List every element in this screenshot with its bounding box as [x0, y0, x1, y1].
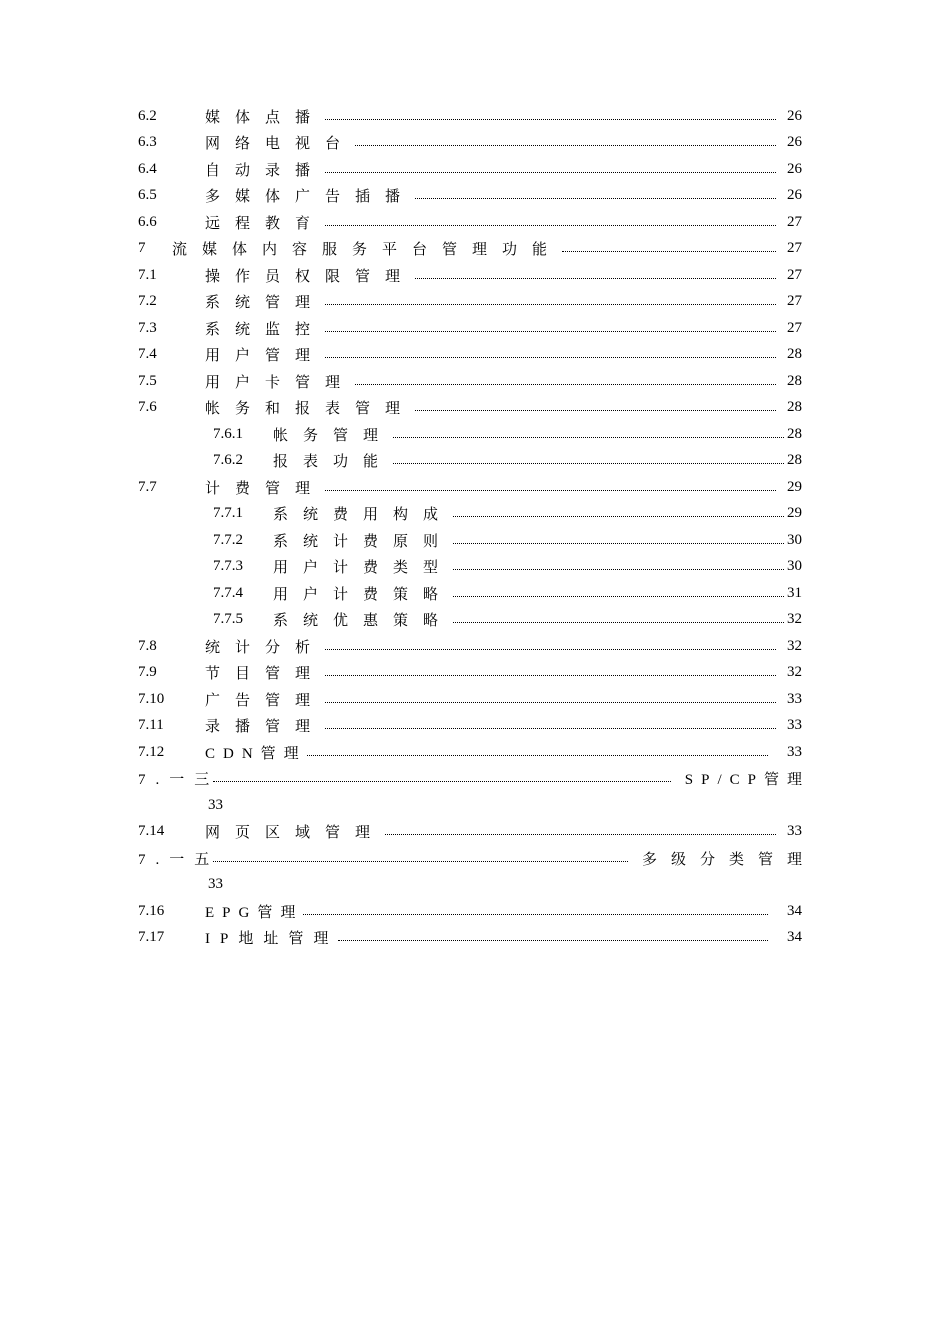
toc-entry[interactable] — [138, 527, 802, 554]
dot-leader — [415, 184, 776, 199]
entry-page: 27 — [787, 266, 802, 283]
toc-entry[interactable] — [138, 289, 802, 316]
toc-entry[interactable] — [138, 315, 802, 342]
dot-leader — [355, 370, 776, 385]
toc-entry[interactable] — [138, 554, 802, 581]
dot-leader — [355, 131, 776, 146]
toc-entry-continuation — [138, 872, 802, 899]
toc-entry[interactable] — [138, 660, 802, 687]
entry-number: 7 — [138, 240, 146, 257]
entry-title: SP/CP管理 — [684, 772, 810, 789]
entry-title: 网页区域管理 — [205, 825, 386, 842]
entry-number: 7.7.5 — [213, 611, 243, 628]
dot-leader — [325, 635, 776, 650]
entry-page: 32 — [787, 637, 802, 654]
entry-title: 用户卡管理 — [205, 374, 356, 391]
entry-page: 28 — [787, 425, 802, 442]
entry-title: 媒体点播 — [205, 109, 326, 126]
dot-leader — [415, 264, 776, 279]
entry-page: 32 — [787, 611, 802, 628]
entry-number: 7.10 — [138, 690, 165, 707]
toc-entry[interactable] — [138, 236, 802, 263]
dot-leader — [325, 105, 776, 120]
entry-number: 7.17 — [138, 929, 165, 946]
toc-entry[interactable] — [138, 819, 802, 846]
dot-leader — [385, 820, 776, 835]
entry-number: 7.4 — [138, 346, 157, 363]
dot-leader — [393, 449, 784, 464]
entry-title: 用户管理 — [205, 348, 326, 365]
toc-entry[interactable] — [138, 925, 802, 952]
entry-page: 30 — [787, 531, 802, 548]
entry-page: 27 — [787, 293, 802, 310]
dot-leader — [303, 900, 768, 915]
toc-entry[interactable] — [138, 395, 802, 422]
toc-entry[interactable] — [138, 739, 802, 766]
entry-title: 用户计费类型 — [273, 560, 454, 577]
entry-title: 远程教育 — [205, 215, 326, 232]
entry-number: 7.2 — [138, 293, 157, 310]
dot-leader — [562, 237, 776, 252]
entry-title: 计费管理 — [205, 480, 326, 497]
toc-entry[interactable] — [138, 342, 802, 369]
entry-title: 自动录播 — [205, 162, 326, 179]
dot-leader — [325, 661, 776, 676]
entry-number: 7.7.1 — [213, 505, 243, 522]
dot-leader — [325, 476, 776, 491]
entry-number: 6.4 — [138, 160, 157, 177]
entry-title: 流媒体内容服务平台管理功能 — [172, 242, 563, 259]
toc-entry[interactable] — [138, 448, 802, 475]
dot-leader — [453, 608, 784, 623]
entry-number: 7.7.4 — [213, 584, 243, 601]
entry-page: 27 — [787, 213, 802, 230]
entry-page: 26 — [787, 160, 802, 177]
dot-leader — [325, 343, 776, 358]
entry-page: 28 — [787, 452, 802, 469]
toc-entry[interactable] — [138, 501, 802, 528]
entry-page: 29 — [787, 505, 802, 522]
entry-number: 6.3 — [138, 134, 157, 151]
dot-leader — [213, 847, 628, 862]
toc-entry[interactable] — [138, 766, 810, 793]
toc-entry[interactable] — [138, 713, 802, 740]
dot-leader — [453, 529, 784, 544]
entry-page: 31 — [787, 584, 802, 601]
entry-number: 6.5 — [138, 187, 157, 204]
dot-leader — [325, 688, 776, 703]
entry-number: 7.5 — [138, 372, 157, 389]
toc-entry[interactable] — [138, 156, 802, 183]
entry-title: 系统计费原则 — [273, 533, 454, 550]
entry-number: 7.8 — [138, 637, 157, 654]
entry-title: 广告管理 — [205, 692, 326, 709]
entry-page: 28 — [787, 346, 802, 363]
entry-number: 7.7 — [138, 478, 157, 495]
entry-title: 系统管理 — [205, 295, 326, 312]
entry-page: 34 — [787, 902, 802, 919]
dot-leader — [325, 714, 776, 729]
entry-page: 33 — [787, 690, 802, 707]
toc-entry[interactable] — [138, 898, 802, 925]
toc-entry[interactable] — [138, 633, 802, 660]
toc-entry[interactable] — [138, 183, 802, 210]
entry-title: IP地址管理 — [205, 931, 339, 948]
dot-leader — [325, 158, 776, 173]
toc-entry[interactable] — [138, 368, 802, 395]
toc-entry[interactable] — [138, 421, 802, 448]
entry-page: 33 — [787, 717, 802, 734]
entry-title: 操作员权限管理 — [205, 268, 416, 285]
entry-page: 29 — [787, 478, 802, 495]
toc-entry[interactable] — [138, 474, 802, 501]
entry-number: 7.6.1 — [213, 425, 243, 442]
dot-leader — [453, 502, 784, 517]
entry-title: 用户计费策略 — [273, 586, 454, 603]
entry-number: 7.7.3 — [213, 558, 243, 575]
toc-entry[interactable] — [138, 686, 802, 713]
entry-page: 26 — [787, 107, 802, 124]
entry-title: 多级分类管理 — [641, 851, 816, 868]
entry-page: 34 — [787, 929, 802, 946]
entry-number: 7.9 — [138, 664, 157, 681]
entry-title: 系统优惠策略 — [273, 613, 454, 630]
entry-number: 7.1 — [138, 266, 157, 283]
entry-number: 6.6 — [138, 213, 157, 230]
entry-number: 7.一三 — [138, 772, 220, 789]
dot-leader — [325, 211, 776, 226]
table-of-contents — [138, 103, 816, 951]
toc-entry[interactable] — [138, 209, 802, 236]
entry-title: 统计分析 — [205, 639, 326, 656]
toc-entry[interactable] — [138, 103, 802, 130]
entry-title: EPG管理 — [205, 904, 304, 921]
entry-number: 7.6.2 — [213, 452, 243, 469]
entry-page: 26 — [787, 187, 802, 204]
entry-title: 报表功能 — [273, 454, 394, 471]
entry-title: 网络电视台 — [205, 136, 356, 153]
entry-title: 多媒体广告插播 — [205, 189, 416, 206]
entry-number: 7.12 — [138, 743, 165, 760]
entry-page: 33 — [787, 743, 802, 760]
entry-title: 系统费用构成 — [273, 507, 454, 524]
toc-entry[interactable] — [138, 130, 802, 157]
entry-page: 33 — [208, 876, 223, 893]
toc-entry[interactable] — [138, 607, 802, 634]
toc-entry[interactable] — [138, 580, 802, 607]
dot-leader — [453, 582, 784, 597]
entry-page: 26 — [787, 134, 802, 151]
dot-leader — [453, 555, 784, 570]
entry-page: 28 — [787, 372, 802, 389]
entry-number: 6.2 — [138, 107, 157, 124]
dot-leader — [213, 767, 671, 782]
entry-page: 33 — [208, 796, 223, 813]
toc-entry[interactable] — [138, 262, 802, 289]
dot-leader — [338, 926, 768, 941]
entry-number: 7.6 — [138, 399, 157, 416]
entry-number: 7.3 — [138, 319, 157, 336]
entry-number: 7.11 — [138, 717, 164, 734]
entry-title: 帐务管理 — [273, 427, 394, 444]
entry-title: 录播管理 — [205, 719, 326, 736]
entry-number: 7.14 — [138, 823, 165, 840]
entry-number: 7.16 — [138, 902, 165, 919]
toc-entry[interactable] — [138, 845, 816, 872]
entry-number: 7.一五 — [138, 851, 220, 868]
dot-leader — [393, 423, 784, 438]
toc-entry-continuation — [138, 792, 802, 819]
entry-number: 7.7.2 — [213, 531, 243, 548]
entry-page: 28 — [787, 399, 802, 416]
entry-page: 33 — [787, 823, 802, 840]
entry-page: 27 — [787, 319, 802, 336]
dot-leader — [415, 396, 776, 411]
dot-leader — [325, 290, 776, 305]
entry-title: 节目管理 — [205, 666, 326, 683]
dot-leader — [325, 317, 776, 332]
entry-title: CDN管理 — [205, 745, 307, 762]
dot-leader — [307, 741, 768, 756]
entry-page: 32 — [787, 664, 802, 681]
entry-page: 27 — [787, 240, 802, 257]
entry-title: 系统监控 — [205, 321, 326, 338]
entry-page: 30 — [787, 558, 802, 575]
entry-title: 帐务和报表管理 — [205, 401, 416, 418]
